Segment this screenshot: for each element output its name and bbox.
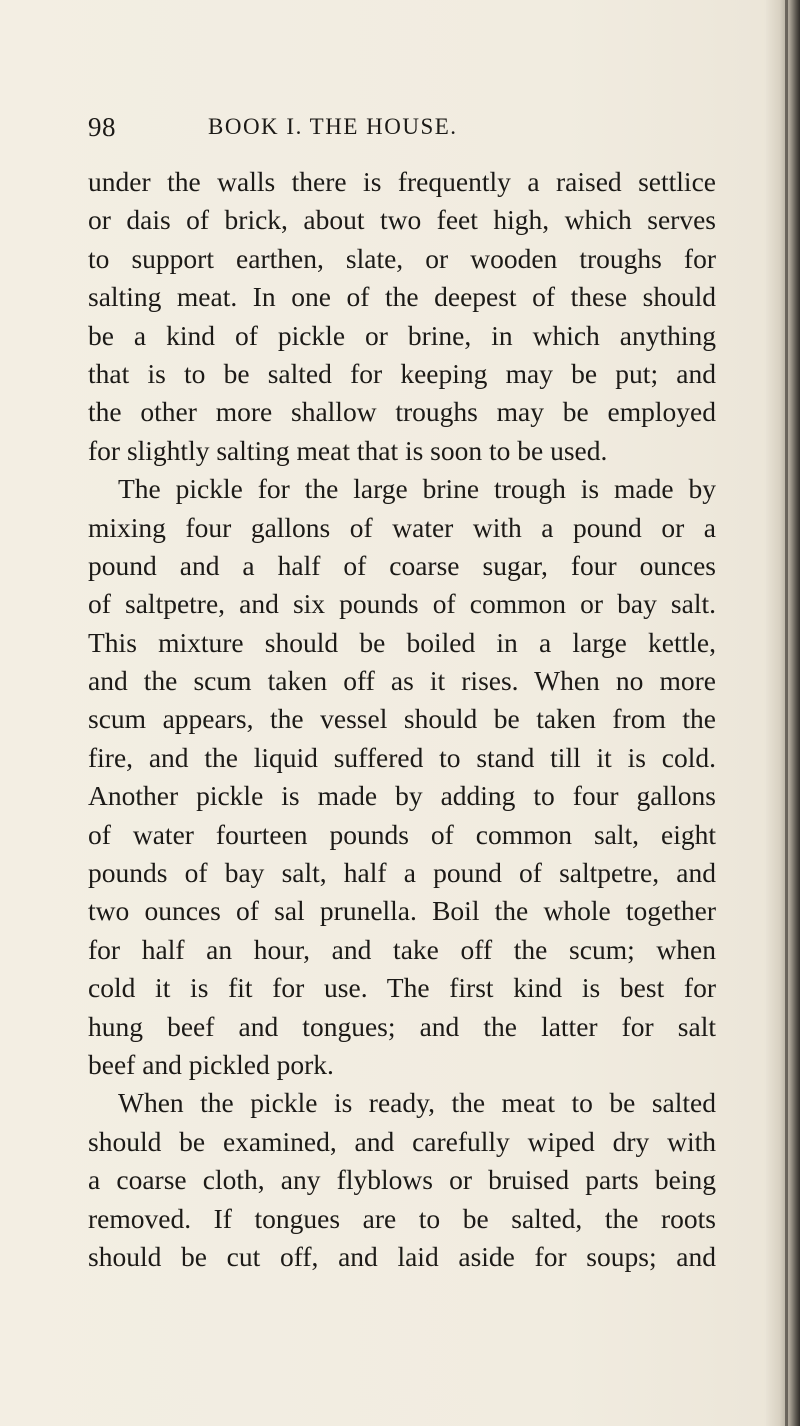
text-line: Another pickle is made by adding to four gallons: [88, 780, 716, 812]
text-line: cold it is fit for use. The first kind is best for: [88, 972, 716, 1004]
text-line: or dais of brick, about two feet high, which serves: [88, 204, 716, 236]
page-header: [88, 112, 713, 146]
text-line: removed. If tongues are to be salted, the roots: [88, 1202, 716, 1234]
text-line: should be examined, and carefully wiped dry with: [88, 1125, 716, 1157]
text-line: for half an hour, and take off the scum; when: [88, 933, 716, 965]
page-number: 98: [88, 112, 116, 142]
text-line: scum appears, the vessel should be taken from the: [88, 703, 716, 735]
text-line: salting meat. In one of the deepest of these should: [88, 281, 716, 313]
binding-shadow-line: [785, 0, 788, 1426]
body-text: [88, 163, 716, 1276]
text-line: pound and a half of coarse sugar, four ounces: [88, 549, 716, 581]
page-binding-edge: [766, 0, 800, 1426]
text-line: beef and pickled pork.: [88, 1048, 334, 1080]
text-line: hung beef and tongues; and the latter for salt: [88, 1010, 716, 1042]
running-head: BOOK I. THE HOUSE.: [208, 114, 458, 139]
text-line: to support earthen, slate, or wooden troughs for: [88, 242, 716, 274]
text-line: mixing four gallons of water with a pound or a: [88, 511, 716, 543]
text-line: for slightly salting meat that is soon to be used.: [88, 434, 608, 466]
text-line: a coarse cloth, any flyblows or bruised parts being: [88, 1164, 716, 1196]
text-line: be a kind of pickle or brine, in which anything: [88, 319, 716, 351]
text-line: under the walls there is frequently a raised settlice: [88, 166, 716, 197]
text-line: that is to be salted for keeping may be put; and: [88, 357, 716, 389]
text-line: fire, and the liquid suffered to stand till it is cold.: [88, 741, 716, 773]
text-line: The pickle for the large brine trough is made by: [118, 473, 716, 505]
text-line: and the scum taken off as it rises. When no more: [88, 665, 716, 697]
text-line: of saltpetre, and six pounds of common or bay salt.: [88, 588, 716, 620]
text-line: This mixture should be boiled in a large kettle,: [88, 626, 716, 658]
text-line: two ounces of sal prunella. Boil the whole together: [88, 895, 716, 927]
text-line: When the pickle is ready, the meat to be salted: [118, 1087, 716, 1119]
text-line: of water fourteen pounds of common salt, eight: [88, 818, 716, 850]
text-line: should be cut off, and laid aside for soups; and: [88, 1240, 716, 1272]
text-line: pounds of bay salt, half a pound of saltpetre, and: [88, 857, 716, 889]
text-line: the other more shallow troughs may be employed: [88, 396, 716, 428]
